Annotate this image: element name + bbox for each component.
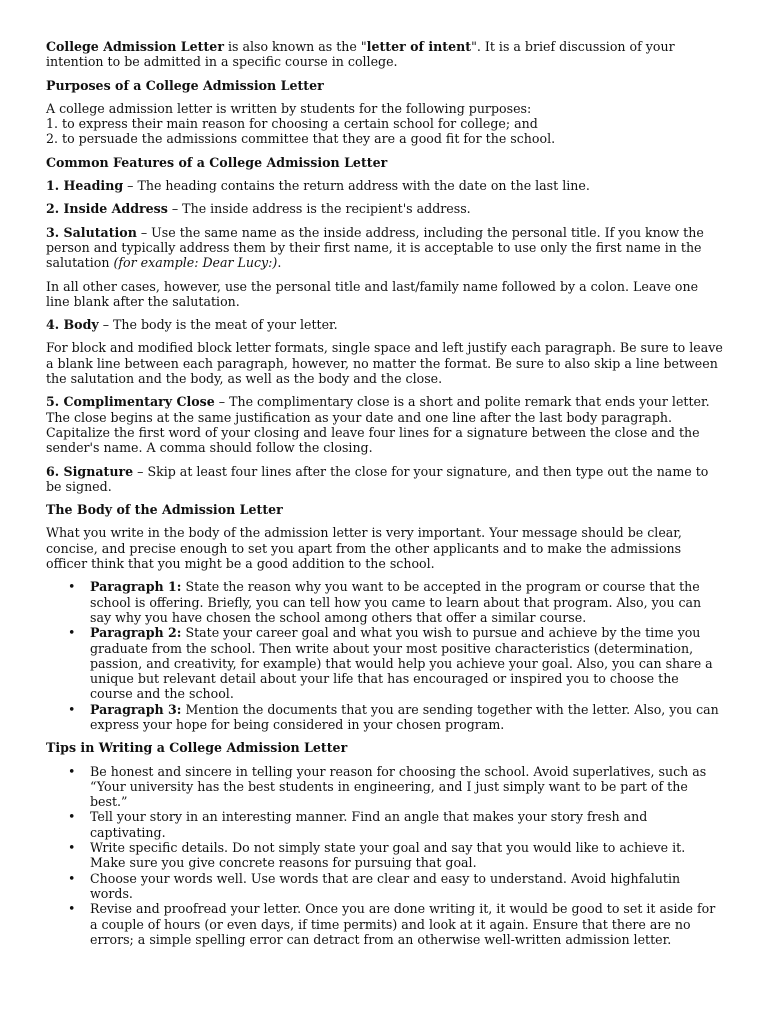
bullet-icon: • bbox=[68, 579, 76, 595]
body-paragraph-list bbox=[46, 579, 724, 732]
bullet-icon: • bbox=[68, 870, 76, 886]
paragraph-text: State your career goal and what you wish to pursue and achieve by the time you graduate from the school. Then write about your most positive characteristics (determination, passion, and creativity, for example) that would help you achieve your goal. Also, you can share a unique but relevant detail about your life that has encouraged or inspired you to choose the course and the school. bbox=[90, 625, 713, 702]
intro-term: College Admission Letter bbox=[46, 39, 224, 54]
feature-close-text: – The complimentary close is a short and polite remark that ends your letter. The close begins at the same justification as your date and one line after the last body paragraph. Capitalize the first word of your closing and leave four lines for a signature between the close and the sender's name. A comma should follow the closing. bbox=[46, 394, 710, 456]
list-item bbox=[68, 763, 724, 810]
list-item bbox=[68, 579, 724, 625]
body-note: For block and modified block letter formats, single space and left justify each paragraph. Be sure to leave a blank line between each paragraph, however, no matter the format. Be sure to also skip a line between the salutation and the body, as well as the body and the close. bbox=[46, 340, 723, 387]
feature-heading-text: – The heading contains the return address with the date on the last line. bbox=[123, 178, 590, 194]
feature-salutation-text: – Use the same name as the inside address, including the personal title. If you know the person and typically address them by their first name, it is acceptable to use only the first name in the salutation bbox=[46, 224, 704, 271]
paragraph-label: Paragraph 3: bbox=[90, 701, 182, 717]
body-section-lead: What you write in the body of the admission letter is very important. Your message should be clear, concise, and precise enough to set you apart from the other applicants and to make the admissions officer think that you might be a good addition to the school. bbox=[46, 525, 682, 572]
purpose-item-2: 2. to persuade the admissions committee that they are a good fit for the school. bbox=[46, 131, 556, 147]
feature-inside-address-text: – The inside address is the recipient's address. bbox=[167, 201, 471, 217]
purpose-item-1: 1. to express their main reason for choosing a certain school for college; and bbox=[46, 116, 538, 132]
tips-list bbox=[46, 764, 724, 948]
intro-alias: letter of intent bbox=[366, 39, 472, 54]
paragraph-label: Paragraph 2: bbox=[90, 625, 182, 641]
feature-signature-text: – Skip at least four lines after the close for your signature, and then type out the name to be signed. bbox=[46, 463, 709, 494]
bullet-icon: • bbox=[68, 901, 76, 917]
feature-signature bbox=[46, 464, 724, 495]
document-page bbox=[46, 39, 724, 955]
features-heading: Common Features of a College Admission Letter bbox=[46, 154, 388, 170]
bullet-icon: • bbox=[68, 840, 76, 856]
tips-heading: Tips in Writing a College Admission Letter bbox=[46, 740, 348, 756]
feature-salutation bbox=[46, 225, 724, 271]
feature-signature-label: 6. Signature bbox=[46, 463, 134, 479]
paragraph-text: Mention the documents that you are sending together with the letter. Also, you can express your hope for being considered in your chosen program. bbox=[90, 701, 719, 732]
tip-text: Tell your story in an interesting manner. Find an angle that makes your story fresh and captivating. bbox=[90, 809, 648, 840]
paragraph-label: Paragraph 1: bbox=[90, 579, 182, 595]
purposes-lead: A college admission letter is written by students for the following purposes: bbox=[46, 100, 532, 116]
body-section-heading: The Body of the Admission Letter bbox=[46, 502, 283, 518]
list-item bbox=[68, 701, 724, 733]
intro-text-a: is also known as the " bbox=[223, 39, 367, 54]
feature-body-text: – The body is the meat of your letter. bbox=[98, 317, 338, 333]
tip-text: Choose your words well. Use words that are clear and easy to understand. Avoid highfalutin words. bbox=[90, 870, 681, 901]
list-item bbox=[68, 870, 724, 902]
bullet-icon: • bbox=[68, 625, 76, 641]
intro-paragraph bbox=[46, 39, 724, 70]
feature-inside-address bbox=[46, 201, 724, 216]
intro-text-b: ". It is a brief discussion of your intention to be admitted in a specific course in college. bbox=[46, 39, 675, 70]
bullet-icon: • bbox=[68, 763, 76, 779]
tip-text: Write specific details. Do not simply state your goal and say that you would like to achieve it. Make sure you give concrete reasons for pursuing that goal. bbox=[90, 840, 686, 871]
tip-text: Be honest and sincere in telling your reason for choosing the school. Avoid superlatives, such as “Your university has the best students in engineering, and I just simply want to be part of the best.” bbox=[90, 763, 707, 810]
feature-body-label: 4. Body bbox=[46, 317, 99, 333]
feature-salutation-label: 3. Salutation bbox=[46, 224, 137, 240]
feature-heading-label: 1. Heading bbox=[46, 178, 124, 194]
tip-text: Revise and proofread your letter. Once you are done writing it, it would be good to set it aside for a couple of hours (or even days, if time permits) and look at it again. Ensure that there are no errors; a simple spelling error can detract from an otherwise well-written admission letter. bbox=[90, 901, 716, 947]
list-item bbox=[68, 901, 724, 947]
purposes-paragraph bbox=[46, 101, 724, 147]
feature-inside-address-label: 2. Inside Address bbox=[46, 201, 168, 217]
bullet-icon: • bbox=[68, 701, 76, 717]
feature-body bbox=[46, 317, 724, 332]
feature-salutation-end: . bbox=[277, 255, 282, 271]
salutation-note: In all other cases, however, use the personal title and last/family name followed by a colon. Leave one line blank after the salutation. bbox=[46, 278, 699, 309]
bullet-icon: • bbox=[68, 809, 76, 825]
list-item bbox=[68, 625, 724, 702]
feature-heading-item bbox=[46, 178, 724, 193]
list-item bbox=[68, 840, 724, 871]
feature-salutation-example: (for example: Dear Lucy:) bbox=[113, 255, 278, 271]
list-item bbox=[68, 809, 724, 840]
purposes-heading: Purposes of a College Admission Letter bbox=[46, 77, 324, 93]
feature-close-label: 5. Complimentary Close bbox=[46, 394, 215, 410]
feature-close bbox=[46, 394, 724, 455]
paragraph-text: State the reason why you want to be accepted in the program or course that the school is offering. Briefly, you can tell how you came to learn about that program. Also, you can say why you have chosen the school among others that offer a similar course. bbox=[90, 579, 702, 625]
